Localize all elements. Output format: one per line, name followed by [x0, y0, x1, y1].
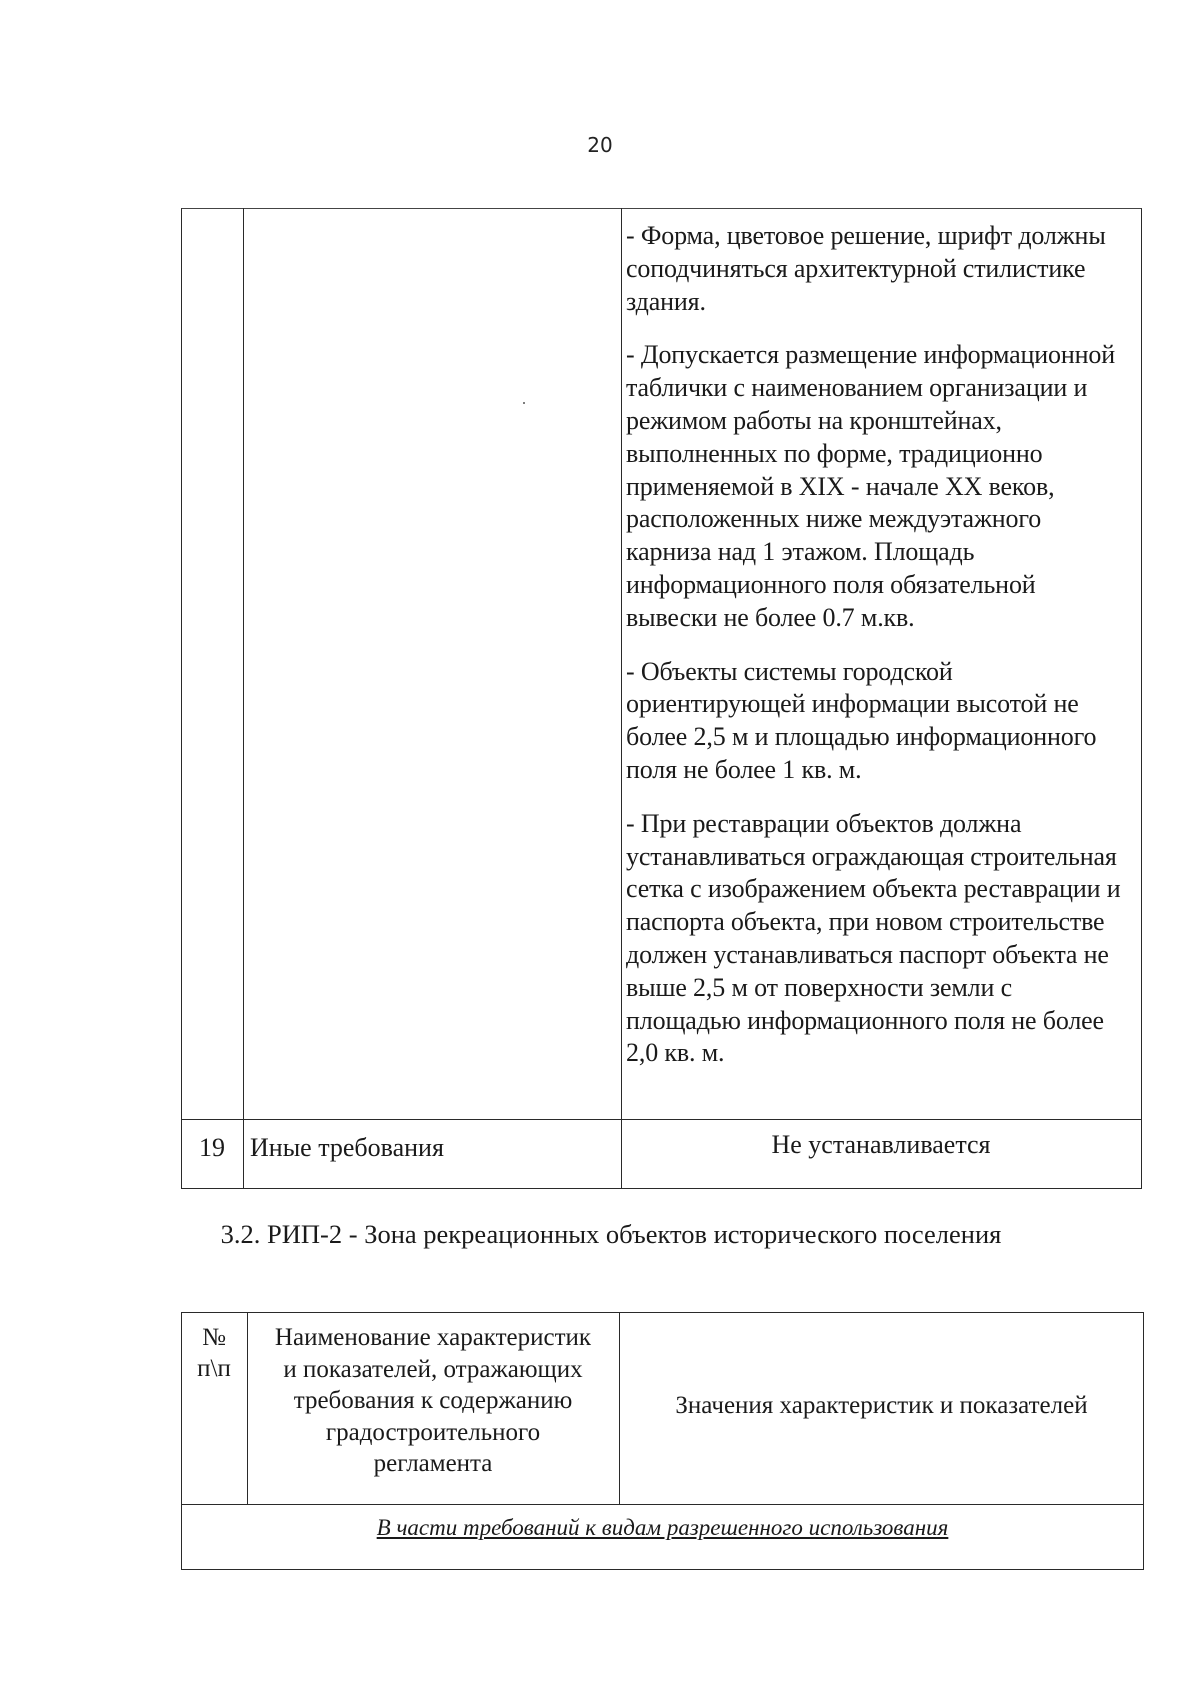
requirement-paragraph: - Допускается размещение информационной таблички с наименованием организации и режимом работы на кронштейнах, выполненных по форме, традиционно применяемой в XIX - начале XX веков, расположенных ниже междуэтажного карниза над 1 этажом. Площадь информационного поля обязательной вывески не более 0.7 м.кв.	[626, 340, 1116, 632]
column-divider	[621, 208, 622, 1189]
zone-table	[181, 1312, 1144, 1570]
page-number: 20	[587, 133, 613, 157]
requirement-paragraph: - При реставрации объектов должна устанавливаться ограждающая строительная сетка с изображением объекта реставрации и паспорта объекта, при новом строительстве должен устанавливаться паспорт объекта не выше 2,5 м от поверхности земли с площадью информационного поля не более 2,0 кв. м.	[626, 808, 1121, 1068]
header-number-abbr: п\п	[197, 1355, 231, 1382]
header-number	[181, 1322, 247, 1384]
header-values: Значения характеристик и показателей	[675, 1392, 1088, 1419]
header-name-line: и показателей, отражающих	[283, 1355, 583, 1383]
row-value: Не устанавливается	[771, 1130, 991, 1159]
row-divider	[181, 1119, 1142, 1120]
header-name-line: требования к содержанию	[293, 1387, 573, 1414]
header-name-line: градостроительного	[325, 1418, 541, 1446]
header-name-line: регламента	[373, 1450, 493, 1477]
header-name-line: Наименование характеристик	[274, 1324, 592, 1351]
row-divider	[181, 1504, 1144, 1505]
requirements-cell	[626, 220, 1131, 1091]
column-divider	[243, 208, 244, 1189]
row-number: 19	[199, 1133, 225, 1162]
header-name	[247, 1322, 619, 1480]
requirement-paragraph: - Объекты системы городской ориентирующей информации высотой не более 2,5 м и площадью информационного поля не более 1 кв. м.	[626, 656, 1097, 784]
section-heading: 3.2. РИП-2 - Зона рекреационных объектов исторического поселения	[220, 1219, 1002, 1249]
row-name: Иные требования	[250, 1133, 444, 1162]
table-subheading: В части требований к видам разрешенного использования	[376, 1515, 949, 1540]
requirements-table-continued	[181, 208, 1142, 1189]
requirement-paragraph: - Форма, цветовое решение, шрифт должны соподчиняться архитектурной стилистике здания.	[626, 221, 1106, 316]
header-number-symbol: №	[202, 1324, 226, 1351]
